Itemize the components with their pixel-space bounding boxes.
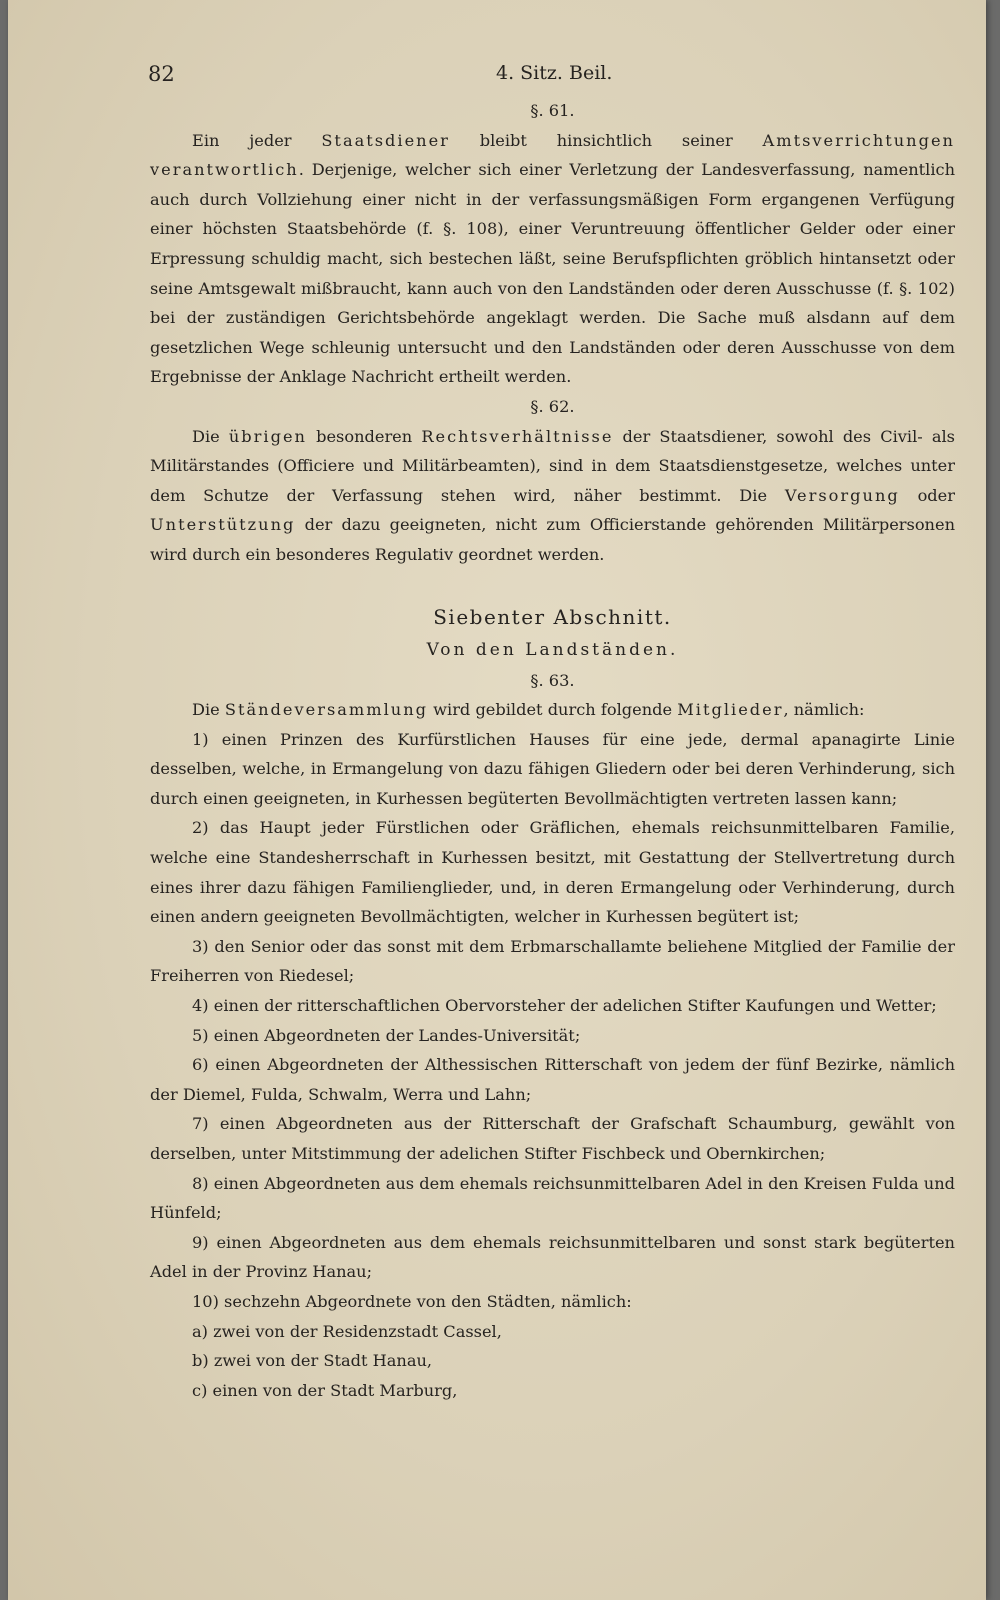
text-run: der dazu geeigneten, nicht zum Officierstande gehörenden Militärpersonen wird durch ein besonderes Regulativ geordnet werden. [150, 515, 955, 564]
list-item-9: 9) einen Abgeordneten aus dem ehemals reichsunmittelbaren und sonst stark begüterten Adel in der Provinz Hanau; [150, 1232, 955, 1282]
list-item-3: 3) den Senior oder das sonst mit dem Erbmarschallamte beliehene Mitglied der Familie der Freiherren von Riedesel; [150, 936, 955, 986]
list-item-10: 10) sechzehn Abgeordnete von den Städten, nämlich: [192, 1291, 632, 1311]
section-61-paragraph [150, 126, 955, 392]
section-63-heading: §. 63. [530, 670, 575, 690]
spaced-term-unterstuetzung: Unterstützung [150, 515, 296, 535]
list-item-8: 8) einen Abgeordneten aus dem ehemals reichsunmittelbaren Adel in den Kreisen Fulda und Hünfeld; [150, 1173, 955, 1223]
spaced-term-rechtsverhaeltnisse: Rechtsverhältnisse [421, 426, 614, 446]
list-item-2: 2) das Haupt jeder Fürstlichen oder Gräflichen, ehemals reichsunmittelbaren Familie, welche eine Standesherrschaft in Kurhessen besitzt, mit Gestattung der Stellvertretung durch eines ihrer dazu fähigen Familienglieder, und, in deren Ermangelung oder Verhinderung, durch einen andern geeigneten Bevollmächtigten, welcher in Kurhessen begütert ist; [150, 818, 955, 927]
list-subitem-b: b) zwei von der Stadt Hanau, [192, 1351, 433, 1371]
list-item-1: 1) einen Prinzen des Kurfürstlichen Hauses für eine jede, dermal apanagirte Linie desselben, welche, in Ermangelung von dazu fähigen Gliedern oder bei deren Verhinderung, sich durch einen geeigneten, in Kurhessen begüterten Bevollmächtigten vertreten lassen kann; [150, 729, 955, 808]
body-text [150, 96, 955, 1405]
list-subitem-a: a) zwei von der Residenzstadt Cassel, [192, 1321, 502, 1341]
list-item-6: 6) einen Abgeordneten der Althessischen Ritterschaft von jedem der fünf Bezirke, nämlich der Diemel, Fulda, Schwalm, Werra und Lahn; [150, 1055, 955, 1104]
section-61-heading: §. 61. [530, 101, 575, 120]
text-run: Die [192, 426, 229, 446]
text-run: . Derjenige, welcher sich einer Verletzung der Landesverfassung, namentlich auch durch Vollziehung einer nicht in der verfassungsmäßigen Form ergangenen Verfügung einer höchsten Staatsbehörde (f. §. 108), einer Veruntreuung öffentlicher Gelder oder einer Erpressung schuldig macht, sich bestechen läßt, seine Berufspflichten gröblich hintansetzt oder seine Amtsgewalt mißbraucht, kann auch von den Landständen oder deren Ausschusse (f. §. 102) bei der zuständigen Gerichtsbehörde angeklagt werden. Die Sache muß alsdann auf dem gesetzlichen Wege schleunig untersucht und den Landständen oder deren Ausschusse von dem Ergebnisse der Anklage Nachricht ertheilt werden. [150, 160, 955, 387]
text-run: besonderen [306, 426, 422, 446]
spaced-term-uebrigen: übrigen [228, 426, 307, 446]
page-header [148, 62, 956, 92]
list-item-5: 5) einen Abgeordneten der Landes-Universität; [192, 1025, 581, 1045]
spaced-term-staendeversammlung: Ständeversammlung [224, 700, 429, 720]
page-number: 82 [148, 62, 175, 86]
text-run: , nämlich: [783, 700, 865, 720]
spaced-term-mitglieder: Mitglieder [677, 700, 784, 720]
spaced-term-amtsverrichtungen: Amtsverrichtungen verantwortlich [150, 130, 955, 180]
chapter-subtitle: Von den Landständen. [426, 639, 679, 660]
text-run: oder [899, 485, 955, 505]
spaced-term-versorgung: Versorgung [784, 485, 900, 505]
section-62-heading: §. 62. [530, 396, 575, 416]
text-run: wird gebildet durch folgende [428, 700, 678, 720]
list-item-7: 7) einen Abgeordneten aus der Ritterschaft der Grafschaft Schaumburg, gewählt von derselben, unter Mitstimmung der adelichen Stifter Fischbeck und Obernkirchen; [150, 1114, 955, 1163]
list-subitem-c: c) einen von der Stadt Marburg, [192, 1380, 458, 1400]
text-run: der Staatsdiener, sowohl des Civil- als Militärstandes (Officiere und Militärbeamten), sind in dem Staatsdienstgesetze, welches unter dem Schutze der Verfassung stehen wird, näher bestimmt. Die [150, 426, 955, 505]
spaced-term-staatsdiener: Staatsdiener [321, 130, 450, 150]
chapter-title: Siebenter Abschnitt. [433, 604, 672, 629]
text-run: Ein jeder [192, 130, 322, 150]
running-head: 4. Sitz. Beil. [496, 62, 613, 84]
section-62-paragraph [150, 422, 955, 570]
text-run: bleibt hinsichtlich seiner [449, 130, 763, 150]
text-run: Die [192, 700, 225, 720]
section-63-intro [150, 695, 955, 725]
book-page [8, 0, 986, 1600]
list-item-4: 4) einen der ritterschaftlichen Obervorsteher der adelichen Stifter Kaufungen und Wetter; [192, 996, 937, 1016]
